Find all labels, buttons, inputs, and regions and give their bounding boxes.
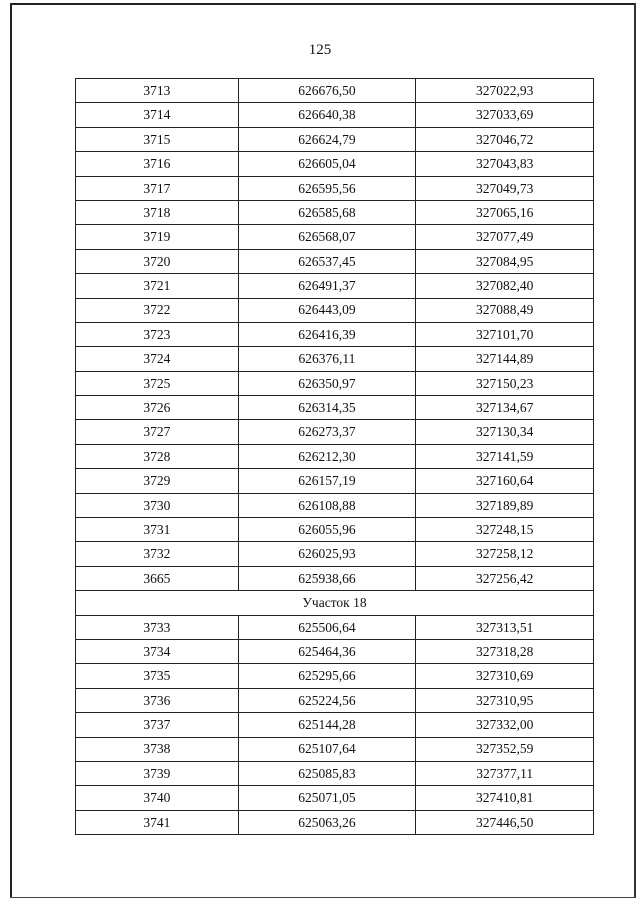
table-row	[76, 347, 594, 371]
page-number: 125	[308, 42, 332, 58]
x-coordinate-cell: 626108,88	[238, 493, 416, 517]
table-row	[76, 664, 594, 688]
scan-border-top	[10, 3, 636, 5]
x-coordinate-cell: 626025,93	[238, 542, 416, 566]
table-row	[76, 786, 594, 810]
section-label: Участок 18	[76, 591, 594, 615]
x-coordinate-cell: 625144,28	[238, 713, 416, 737]
point-number-cell: 3724	[76, 347, 239, 371]
y-coordinate-cell: 327352,59	[416, 737, 594, 761]
table-row	[76, 79, 594, 103]
y-coordinate-cell: 327046,72	[416, 127, 594, 151]
table-row	[76, 518, 594, 542]
point-number-cell: 3722	[76, 298, 239, 322]
x-coordinate-cell: 626443,09	[238, 298, 416, 322]
point-number-cell: 3739	[76, 761, 239, 785]
table-row	[76, 200, 594, 224]
x-coordinate-cell: 625063,26	[238, 810, 416, 834]
point-number-cell: 3732	[76, 542, 239, 566]
y-coordinate-cell: 327248,15	[416, 518, 594, 542]
table-row	[76, 469, 594, 493]
table-row	[76, 737, 594, 761]
y-coordinate-cell: 327318,28	[416, 639, 594, 663]
point-number-cell: 3731	[76, 518, 239, 542]
y-coordinate-cell: 327077,49	[416, 225, 594, 249]
y-coordinate-cell: 327160,64	[416, 469, 594, 493]
coordinates-table-body	[76, 79, 594, 835]
x-coordinate-cell: 626491,37	[238, 274, 416, 298]
x-coordinate-cell: 625295,66	[238, 664, 416, 688]
point-number-cell: 3719	[76, 225, 239, 249]
table-row	[76, 298, 594, 322]
y-coordinate-cell: 327088,49	[416, 298, 594, 322]
point-number-cell: 3736	[76, 688, 239, 712]
y-coordinate-cell: 327377,11	[416, 761, 594, 785]
point-number-cell: 3725	[76, 371, 239, 395]
table-row	[76, 688, 594, 712]
x-coordinate-cell: 626537,45	[238, 249, 416, 273]
y-coordinate-cell: 327141,59	[416, 444, 594, 468]
table-row	[76, 176, 594, 200]
x-coordinate-cell: 626568,07	[238, 225, 416, 249]
x-coordinate-cell: 626273,37	[238, 420, 416, 444]
x-coordinate-cell: 625938,66	[238, 566, 416, 590]
x-coordinate-cell: 626416,39	[238, 322, 416, 346]
table-row	[76, 493, 594, 517]
point-number-cell: 3735	[76, 664, 239, 688]
x-coordinate-cell: 626605,04	[238, 152, 416, 176]
point-number-cell: 3665	[76, 566, 239, 590]
point-number-cell: 3741	[76, 810, 239, 834]
point-number-cell: 3718	[76, 200, 239, 224]
y-coordinate-cell: 327049,73	[416, 176, 594, 200]
table-row	[76, 322, 594, 346]
point-number-cell: 3728	[76, 444, 239, 468]
scan-border-left	[10, 3, 12, 898]
scan-border-bottom	[10, 897, 636, 898]
table-row	[76, 225, 594, 249]
table-row	[76, 566, 594, 590]
point-number-cell: 3720	[76, 249, 239, 273]
table-row	[76, 249, 594, 273]
y-coordinate-cell: 327144,89	[416, 347, 594, 371]
table-row	[76, 371, 594, 395]
x-coordinate-cell: 625071,05	[238, 786, 416, 810]
point-number-cell: 3713	[76, 79, 239, 103]
point-number-cell: 3738	[76, 737, 239, 761]
y-coordinate-cell: 327310,95	[416, 688, 594, 712]
point-number-cell: 3716	[76, 152, 239, 176]
table-row	[76, 761, 594, 785]
table-row	[76, 152, 594, 176]
y-coordinate-cell: 327258,12	[416, 542, 594, 566]
point-number-cell: 3715	[76, 127, 239, 151]
y-coordinate-cell: 327189,89	[416, 493, 594, 517]
table-row	[76, 103, 594, 127]
table-row	[76, 127, 594, 151]
section-header-row	[76, 591, 594, 615]
table-row	[76, 810, 594, 834]
x-coordinate-cell: 625506,64	[238, 615, 416, 639]
y-coordinate-cell: 327084,95	[416, 249, 594, 273]
y-coordinate-cell: 327033,69	[416, 103, 594, 127]
y-coordinate-cell: 327446,50	[416, 810, 594, 834]
y-coordinate-cell: 327134,67	[416, 396, 594, 420]
x-coordinate-cell: 626640,38	[238, 103, 416, 127]
point-number-cell: 3714	[76, 103, 239, 127]
x-coordinate-cell: 626212,30	[238, 444, 416, 468]
x-coordinate-cell: 625224,56	[238, 688, 416, 712]
y-coordinate-cell: 327043,83	[416, 152, 594, 176]
y-coordinate-cell: 327256,42	[416, 566, 594, 590]
table-row	[76, 639, 594, 663]
coordinates-table	[75, 78, 594, 835]
y-coordinate-cell: 327082,40	[416, 274, 594, 298]
x-coordinate-cell: 626055,96	[238, 518, 416, 542]
point-number-cell: 3721	[76, 274, 239, 298]
x-coordinate-cell: 626595,56	[238, 176, 416, 200]
table-row	[76, 713, 594, 737]
table-row	[76, 444, 594, 468]
table-row	[76, 542, 594, 566]
y-coordinate-cell: 327150,23	[416, 371, 594, 395]
point-number-cell: 3740	[76, 786, 239, 810]
scan-border-right	[634, 3, 636, 898]
y-coordinate-cell: 327332,00	[416, 713, 594, 737]
point-number-cell: 3717	[76, 176, 239, 200]
y-coordinate-cell: 327101,70	[416, 322, 594, 346]
y-coordinate-cell: 327022,93	[416, 79, 594, 103]
point-number-cell: 3726	[76, 396, 239, 420]
x-coordinate-cell: 626624,79	[238, 127, 416, 151]
y-coordinate-cell: 327410,81	[416, 786, 594, 810]
y-coordinate-cell: 327130,34	[416, 420, 594, 444]
x-coordinate-cell: 625464,36	[238, 639, 416, 663]
x-coordinate-cell: 625085,83	[238, 761, 416, 785]
point-number-cell: 3733	[76, 615, 239, 639]
x-coordinate-cell: 625107,64	[238, 737, 416, 761]
y-coordinate-cell: 327310,69	[416, 664, 594, 688]
x-coordinate-cell: 626157,19	[238, 469, 416, 493]
point-number-cell: 3727	[76, 420, 239, 444]
table-row	[76, 274, 594, 298]
point-number-cell: 3737	[76, 713, 239, 737]
point-number-cell: 3734	[76, 639, 239, 663]
y-coordinate-cell: 327065,16	[416, 200, 594, 224]
table-row	[76, 396, 594, 420]
point-number-cell: 3723	[76, 322, 239, 346]
table-row	[76, 420, 594, 444]
x-coordinate-cell: 626314,35	[238, 396, 416, 420]
point-number-cell: 3730	[76, 493, 239, 517]
x-coordinate-cell: 626676,50	[238, 79, 416, 103]
point-number-cell: 3729	[76, 469, 239, 493]
y-coordinate-cell: 327313,51	[416, 615, 594, 639]
x-coordinate-cell: 626585,68	[238, 200, 416, 224]
x-coordinate-cell: 626376,11	[238, 347, 416, 371]
x-coordinate-cell: 626350,97	[238, 371, 416, 395]
table-row	[76, 615, 594, 639]
